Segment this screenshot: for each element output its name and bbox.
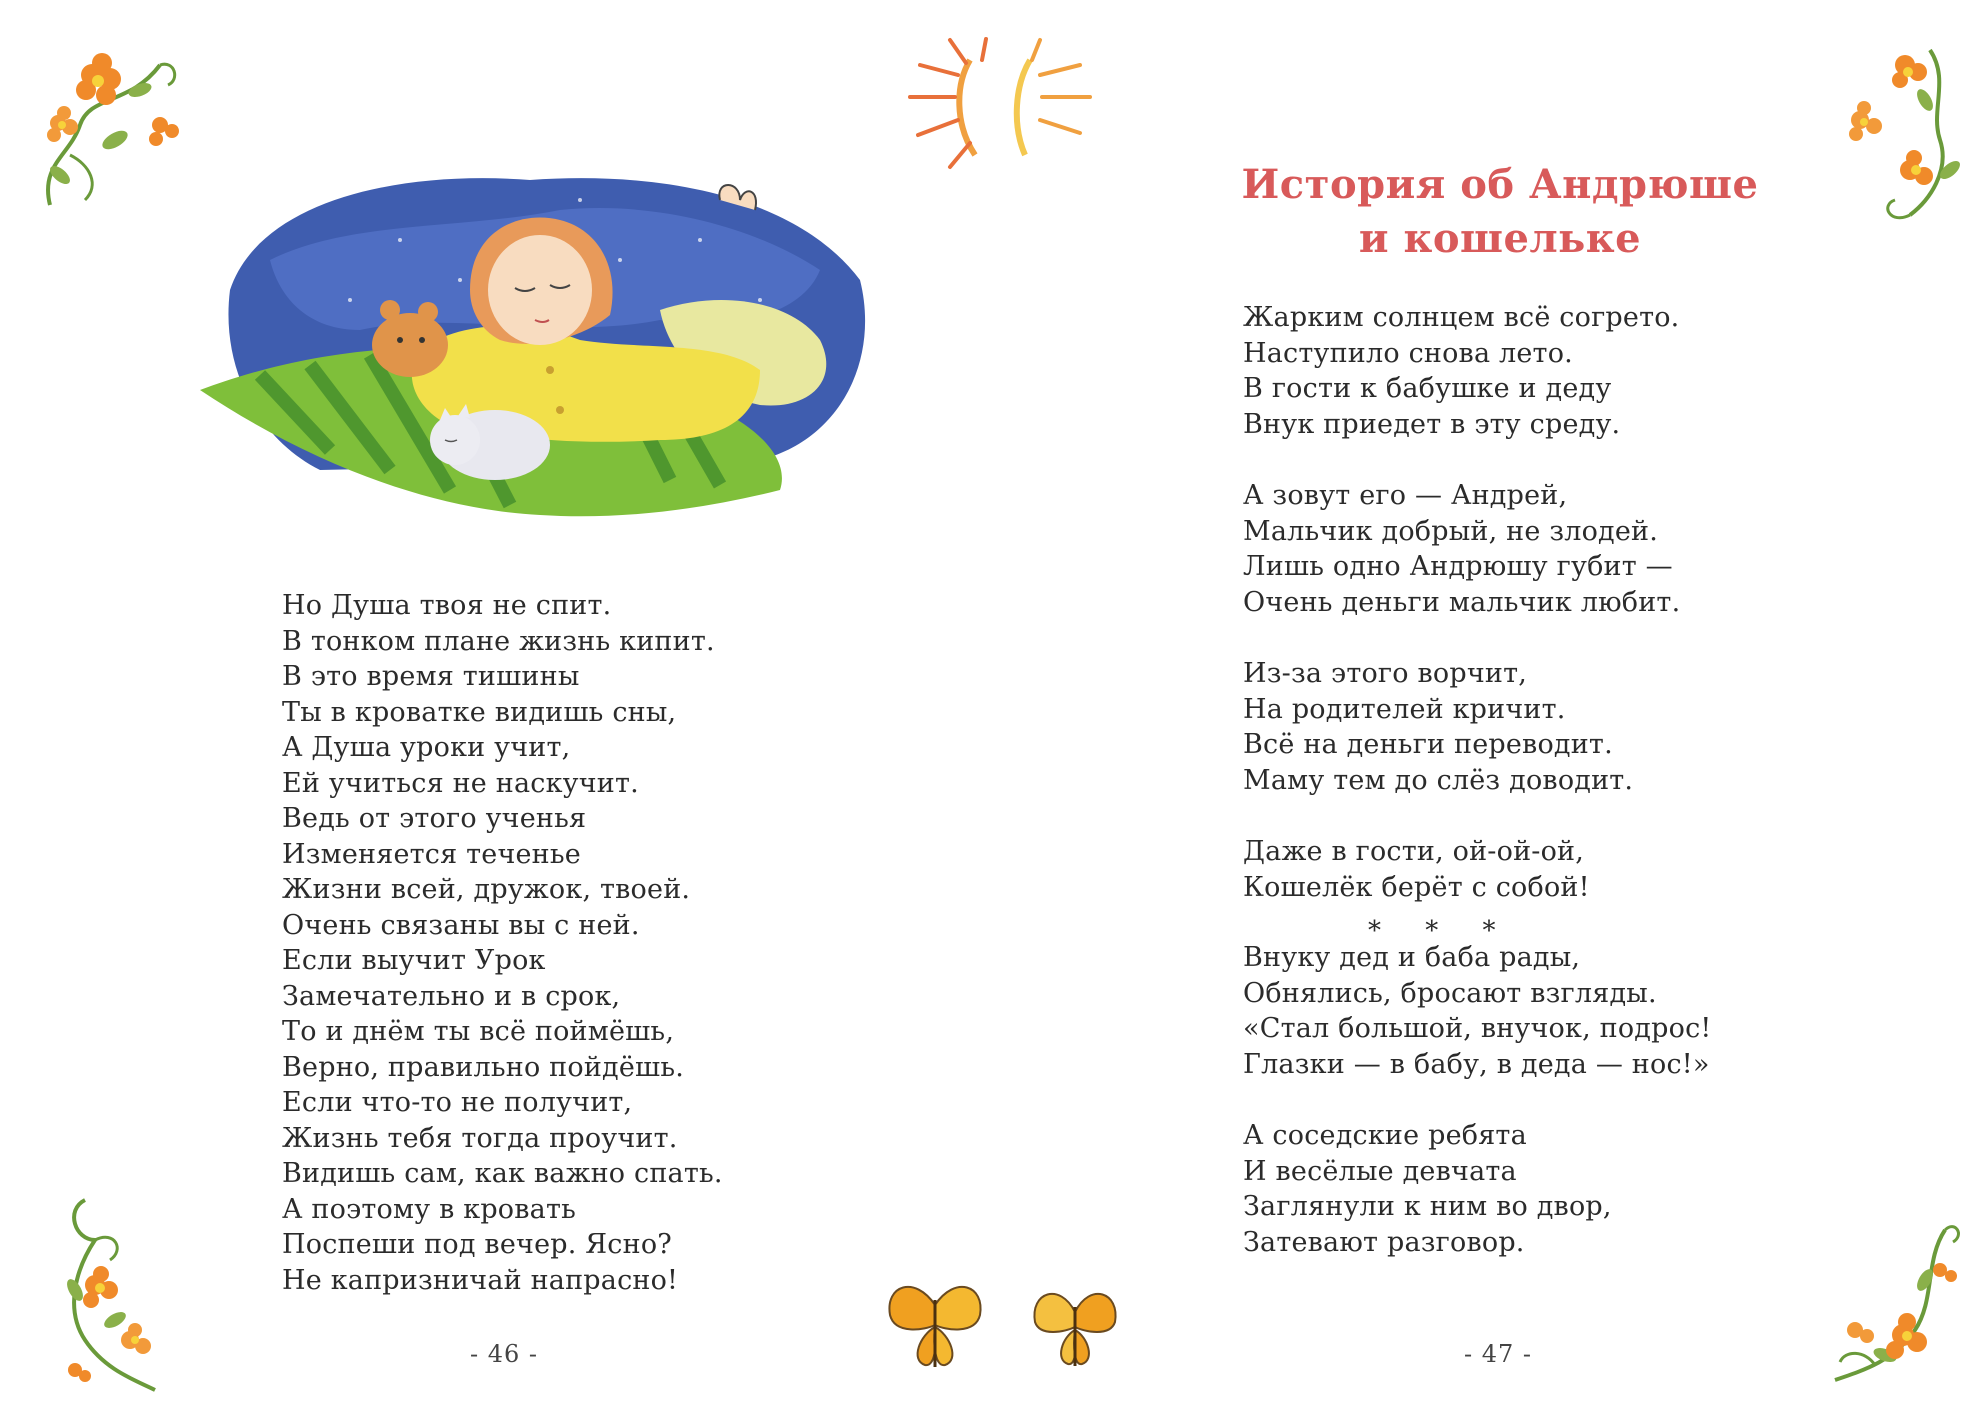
- poem-line: Ведь от этого ученья: [282, 803, 587, 834]
- stanza: [1243, 940, 1711, 1082]
- poem-line: Из-за этого ворчит,: [1243, 658, 1528, 689]
- title-line: и кошельке: [1358, 215, 1642, 262]
- poem-line: В тонком плане жизнь кипит.: [282, 625, 715, 657]
- poem-line: Замечательно и в срок,: [282, 980, 621, 1012]
- poem-line: В это время тишины: [282, 661, 580, 692]
- poem-line: Если что-то не получит,: [282, 1087, 633, 1118]
- poem-line: Ей учиться не наскучит.: [282, 767, 639, 799]
- poem-line: На родителей кричит.: [1243, 693, 1566, 725]
- left-poem: [282, 588, 723, 1298]
- poem-line: И весёлые девчата: [1243, 1155, 1517, 1187]
- poem-line: Даже в гости, ой-ой-ой,: [1243, 836, 1585, 867]
- stanza: [1243, 1118, 1612, 1260]
- poem-line: Всё на деньги переводит.: [1243, 729, 1613, 760]
- poem-line: «Стал большой, внучок, подрос!: [1243, 1013, 1712, 1044]
- poem-line: Видишь сам, как важно спать.: [282, 1158, 723, 1189]
- poem-line: Внук приедет в эту среду.: [1243, 408, 1621, 440]
- stanza: [1243, 656, 1633, 798]
- poem-line: Наступило снова лето.: [1243, 337, 1573, 369]
- poem-line: А зовут его — Андрей,: [1243, 480, 1568, 511]
- poem-line: Верно, правильно пойдёшь.: [282, 1051, 685, 1083]
- poem-line: Мальчик добрый, не злодей.: [1243, 515, 1659, 547]
- poem-line: Но Душа твоя не спит.: [282, 590, 612, 621]
- stanza: [1243, 478, 1680, 620]
- poem-line: То и днём ты всё поймёшь,: [282, 1016, 675, 1047]
- poem-line: Затевают разговор.: [1243, 1226, 1525, 1258]
- poem-line: А Душа уроки учит,: [282, 732, 571, 763]
- flower-corner-icon: [45, 1190, 175, 1400]
- poem-line: Поспеши под вечер. Ясно?: [282, 1229, 672, 1260]
- flower-corner-icon: [1830, 40, 1960, 230]
- poem-line: Очень деньги мальчик любит.: [1243, 586, 1681, 618]
- poem-line: Кошелёк берёт с собой!: [1243, 871, 1590, 903]
- poem-line: А поэтому в кровать: [282, 1193, 576, 1225]
- poem-line: Маму тем до слёз доводит.: [1243, 764, 1634, 796]
- poem-line: Не капризничай напрасно!: [282, 1264, 679, 1296]
- poem-line: Жизни всей, дружок, твоей.: [282, 874, 691, 905]
- poem-line: Жарким солнцем всё согрето.: [1243, 302, 1680, 333]
- poem-line: Изменяется теченье: [282, 838, 581, 870]
- sleeping-child-illustration: [200, 140, 880, 540]
- poem-line: В гости к бабушке и деду: [1243, 373, 1612, 404]
- story-title: [1240, 158, 1760, 266]
- poem-line: Заглянули к ним во двор,: [1243, 1191, 1612, 1222]
- butterfly-icon: [885, 1275, 985, 1385]
- flower-corner-icon: [1815, 1210, 1965, 1395]
- stanza: [1243, 300, 1679, 442]
- stanza: [1243, 834, 1590, 905]
- poem-line: Лишь одно Андрюшу губит —: [1243, 551, 1673, 582]
- title-line: История об Андрюше: [1241, 161, 1759, 208]
- stanza-separator: * * *: [1368, 916, 1514, 946]
- poem-line: Внуку дед и баба рады,: [1243, 942, 1581, 973]
- flower-corner-icon: [30, 45, 190, 220]
- poem-line: Очень связаны вы с ней.: [282, 909, 640, 941]
- poem-line: Жизнь тебя тогда проучит.: [282, 1122, 678, 1154]
- poem-line: Если выучит Урок: [282, 945, 546, 976]
- page-number-right: - 47 -: [1464, 1340, 1533, 1368]
- poem-line: Ты в кроватке видишь сны,: [282, 696, 677, 728]
- poem-line: А соседские ребята: [1243, 1120, 1527, 1151]
- poem-line: Обнялись, бросают взгляды.: [1243, 977, 1657, 1009]
- page-number-left: - 46 -: [470, 1340, 539, 1368]
- poem-line: Глазки — в бабу, в деда — нос!»: [1243, 1048, 1710, 1080]
